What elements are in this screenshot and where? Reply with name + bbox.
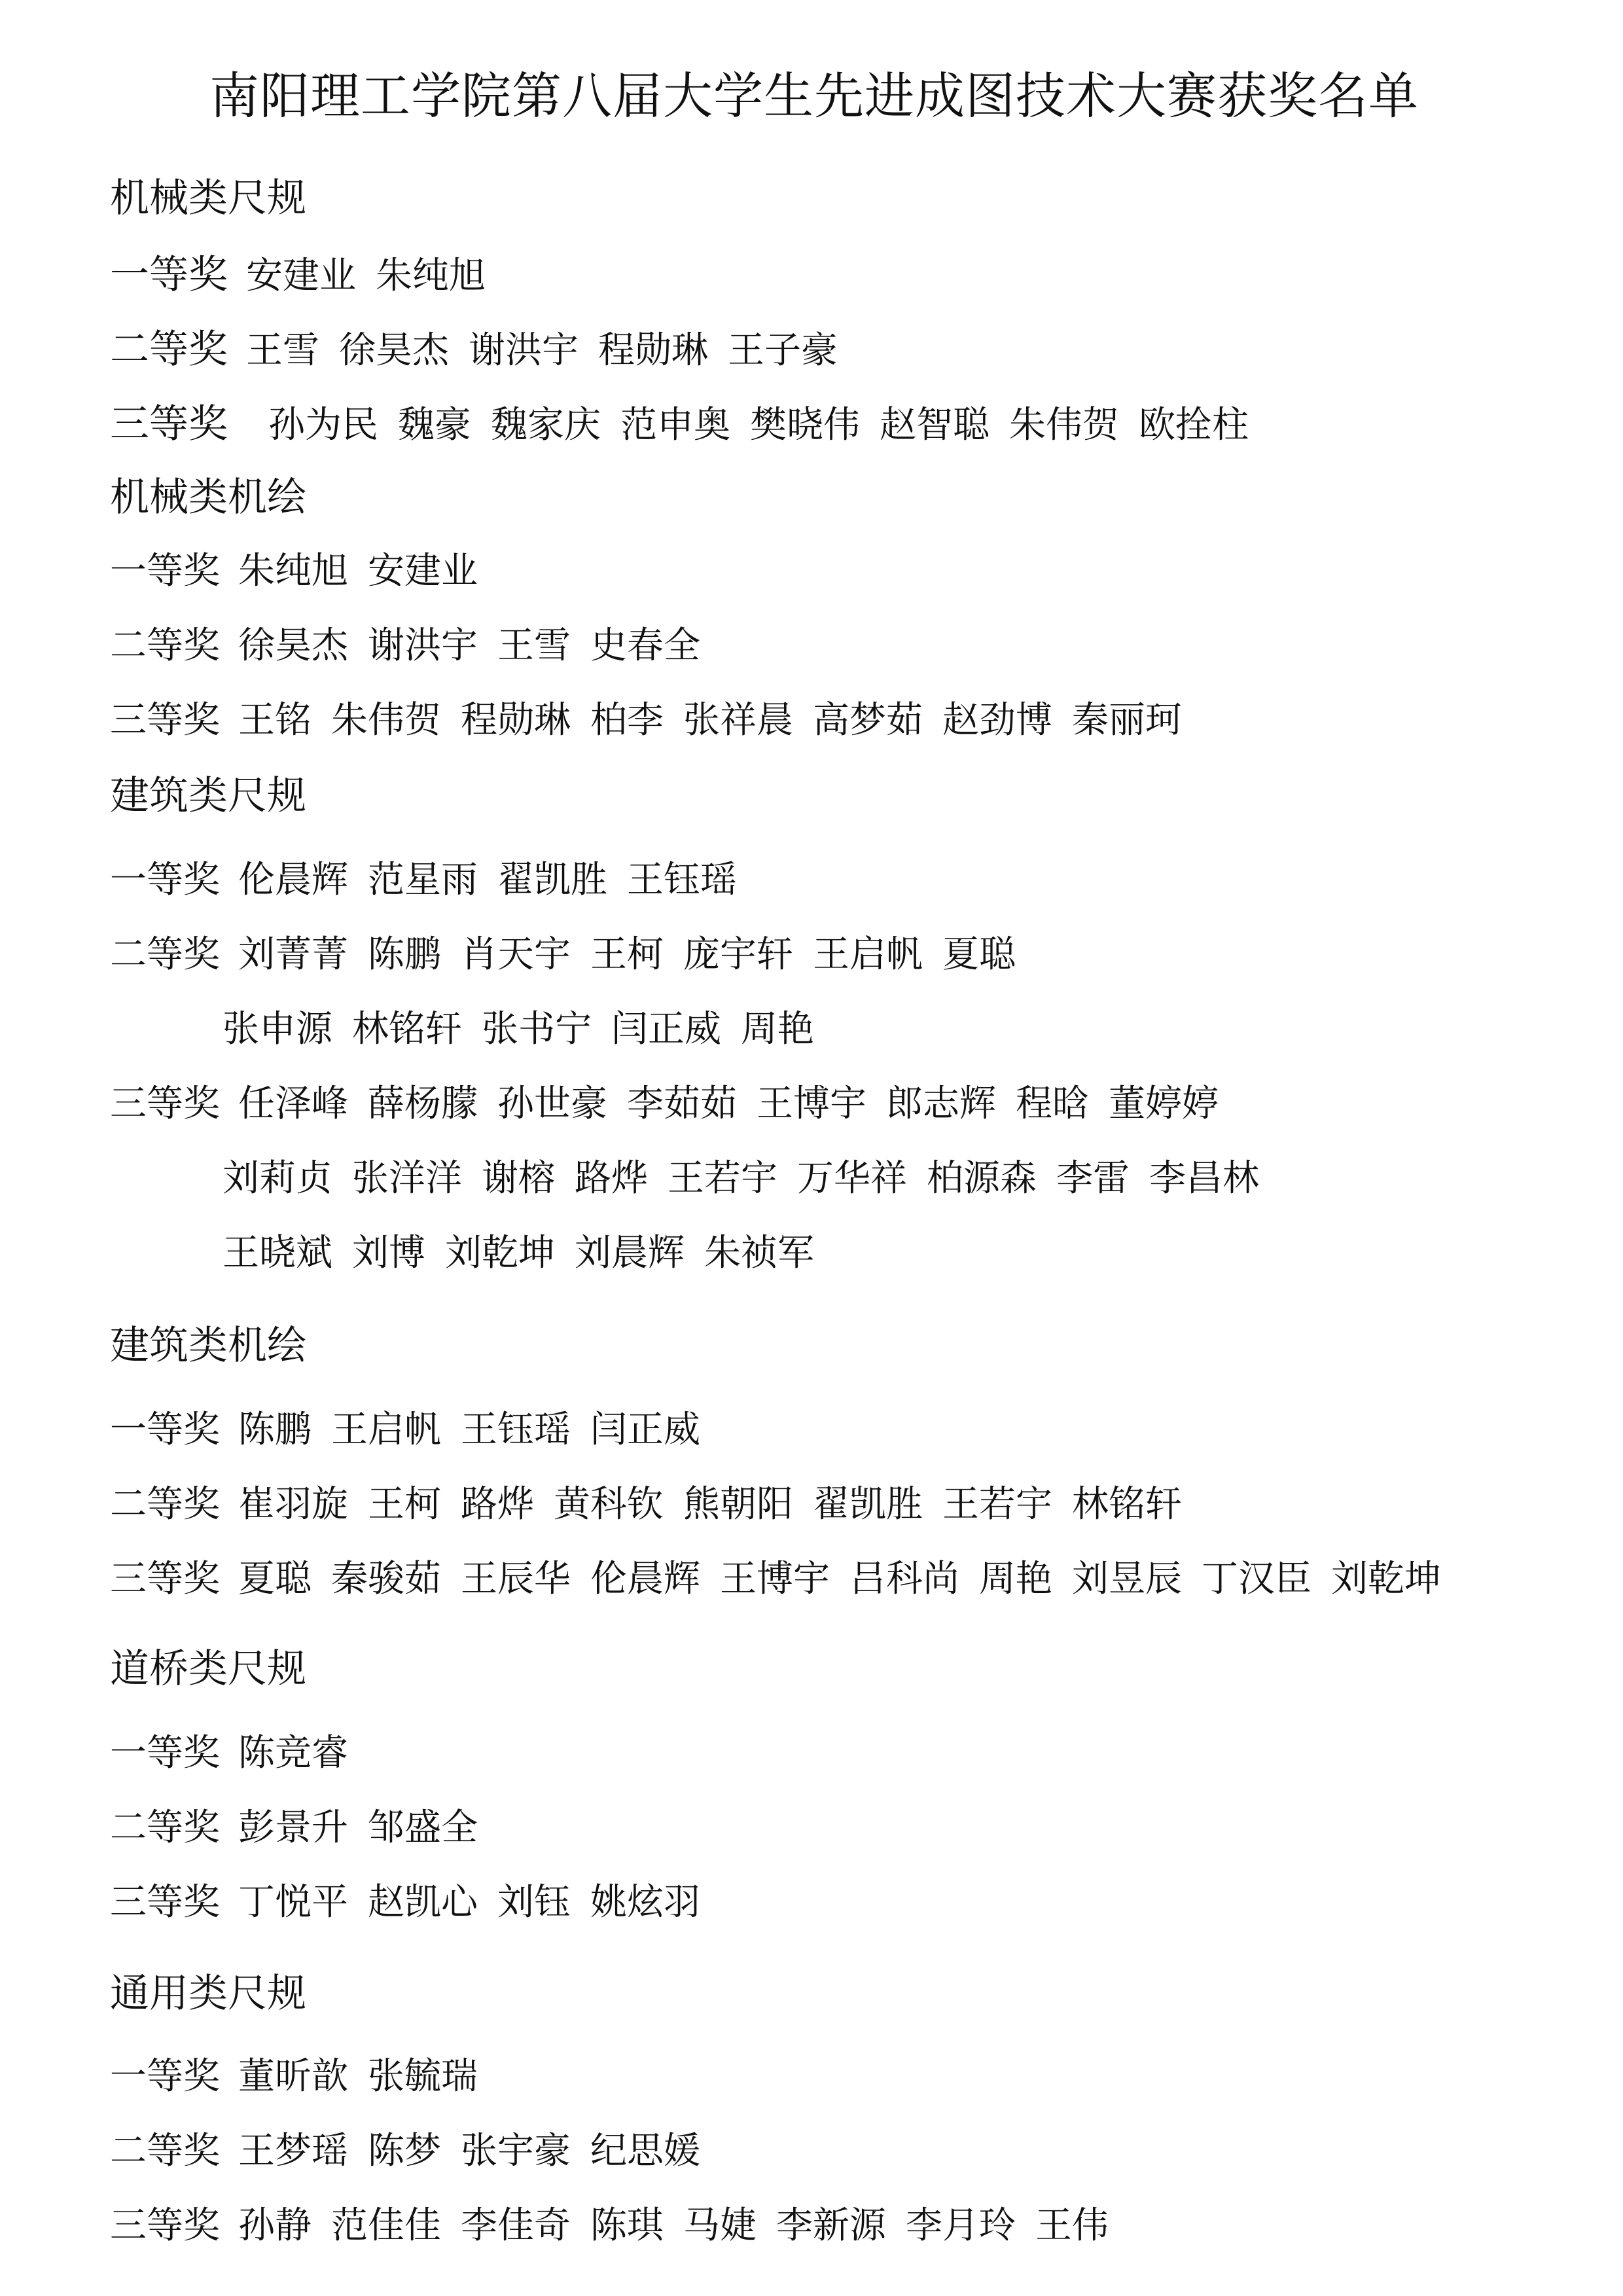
- winner-name: 赵劲博: [942, 699, 1052, 742]
- winner-name: 张洋洋: [352, 1157, 462, 1200]
- winner-name: 夏聪: [238, 1558, 312, 1600]
- winner-name: 樊晓伟: [750, 404, 860, 446]
- winner-name: 陈竞睿: [238, 1732, 348, 1774]
- winner-names: [223, 1232, 834, 1274]
- winner-names: [238, 1732, 368, 1774]
- winner-name: 王启帆: [331, 1408, 441, 1451]
- winner-name: 李月玲: [906, 2204, 1016, 2247]
- winner-name: 王梦瑶: [238, 2130, 348, 2172]
- winner-name: 魏家庆: [491, 404, 601, 446]
- winner-names: [223, 1008, 834, 1050]
- section-heading: 道桥类尺规: [110, 1646, 306, 1692]
- winner-name: 秦丽珂: [1072, 699, 1182, 742]
- award-level-label: 三等奖: [110, 401, 228, 447]
- award-row: [110, 243, 505, 300]
- winner-name: 刘博: [352, 1232, 425, 1274]
- award-level-label: 二等奖: [110, 624, 220, 667]
- award-row: [110, 393, 1268, 449]
- winner-name: 刘昱辰: [1072, 1558, 1182, 1600]
- winner-name: 肖天宇: [461, 933, 571, 976]
- winner-name: 范佳佳: [331, 2204, 441, 2247]
- winner-name: 程勋琳: [461, 699, 571, 742]
- winner-name: 张毓瑞: [368, 2055, 478, 2098]
- award-level-label: 二等奖: [110, 1483, 220, 1526]
- winner-name: 谢洪宇: [469, 329, 579, 372]
- award-row-continuation: [223, 1000, 834, 1052]
- winner-name: 周艳: [741, 1008, 814, 1050]
- winner-name: 孙为民: [268, 404, 378, 446]
- winner-name: 王子豪: [728, 329, 838, 372]
- winner-name: 朱祯军: [704, 1232, 814, 1274]
- winner-name: 欧拴柱: [1139, 404, 1249, 446]
- winner-name: 熊朝阳: [683, 1483, 793, 1526]
- award-level-label: 三等奖: [110, 2204, 220, 2247]
- winner-name: 赵凯心: [368, 1881, 478, 1924]
- award-row: [110, 1401, 720, 1453]
- winner-name: 庞宇轩: [683, 933, 793, 976]
- winner-names: [238, 859, 757, 901]
- winner-name: 刘乾坤: [1331, 1558, 1441, 1600]
- winner-name: 朱伟贺: [331, 699, 441, 742]
- winner-name: 陈梦: [368, 2130, 441, 2172]
- winner-names: [238, 550, 497, 592]
- winner-name: 刘乾坤: [445, 1232, 555, 1274]
- winner-name: 徐昊杰: [238, 624, 348, 667]
- winner-name: 刘钰: [497, 1881, 571, 1924]
- winner-name: 薛杨朦: [368, 1083, 478, 1125]
- section-heading: 建筑类尺规: [110, 773, 306, 819]
- winner-name: 王钰瑶: [461, 1408, 571, 1451]
- winner-name: 孙世豪: [497, 1083, 607, 1125]
- winner-name: 陈鹏: [368, 933, 441, 976]
- award-row: [110, 1550, 1461, 1602]
- winner-name: 范申奥: [620, 404, 730, 446]
- winner-name: 李新源: [776, 2204, 886, 2247]
- winner-name: 王柯: [368, 1483, 441, 1526]
- winner-name: 王钰瑶: [627, 859, 737, 901]
- award-row: [110, 1873, 720, 1926]
- winner-name: 黄科钦: [554, 1483, 664, 1526]
- award-level-label: 三等奖: [110, 1083, 220, 1125]
- award-row: [110, 691, 1202, 744]
- winner-names: [238, 2130, 720, 2172]
- award-level-label: 二等奖: [110, 327, 228, 372]
- winner-name: 张宇豪: [461, 2130, 571, 2172]
- winner-name: 徐昊杰: [339, 329, 449, 372]
- winner-name: 朱伟贺: [1009, 404, 1119, 446]
- winner-name: 王柯: [590, 933, 664, 976]
- winner-name: 王若宇: [668, 1157, 777, 1200]
- winner-name: 伦晨辉: [590, 1558, 700, 1600]
- winner-name: 陈鹏: [238, 1408, 312, 1451]
- winner-name: 刘晨辉: [575, 1232, 685, 1274]
- winner-name: 王若宇: [942, 1483, 1052, 1526]
- award-row: [110, 1075, 1238, 1127]
- winner-name: 秦骏茹: [331, 1558, 441, 1600]
- winner-name: 史春全: [590, 624, 700, 667]
- winner-names: [238, 1083, 1238, 1125]
- winner-name: 刘菁菁: [238, 933, 348, 976]
- award-row-continuation: [223, 1149, 1279, 1202]
- winner-name: 马婕: [683, 2204, 757, 2247]
- winner-name: 万华祥: [797, 1157, 907, 1200]
- award-level-label: 二等奖: [110, 1806, 220, 1849]
- winner-name: 安建业: [246, 255, 356, 297]
- winner-name: 郎志辉: [886, 1083, 996, 1125]
- winner-names: [246, 255, 505, 297]
- document-title: 南阳理工学院第八届大学生先进成图技术大赛获奖名单: [209, 67, 1419, 125]
- award-row: [110, 2122, 720, 2174]
- winner-name: 张书宁: [482, 1008, 592, 1050]
- winner-names: [238, 1558, 1461, 1600]
- winner-name: 孙静: [238, 2204, 312, 2247]
- winner-names: [238, 2204, 1128, 2247]
- winner-name: 伦晨辉: [238, 859, 348, 901]
- winner-names: [238, 1483, 1202, 1526]
- section-heading: 建筑类机绘: [110, 1323, 306, 1369]
- section-heading: 通用类尺规: [110, 1971, 306, 2017]
- winner-name: 王博宇: [757, 1083, 866, 1125]
- award-row: [110, 925, 1035, 978]
- award-row: [110, 1724, 368, 1776]
- award-level-label: 三等奖: [110, 699, 220, 742]
- winner-name: 魏豪: [398, 404, 471, 446]
- award-row: [110, 1799, 497, 1851]
- award-row-continuation: [223, 1224, 834, 1276]
- winner-name: 朱纯旭: [376, 255, 486, 297]
- winner-name: 林铭轩: [352, 1008, 462, 1050]
- section-heading: 机械类机绘: [110, 475, 306, 520]
- award-level-label: 一等奖: [110, 1408, 220, 1451]
- winner-name: 李昌林: [1149, 1157, 1259, 1200]
- winner-names: [238, 933, 1035, 976]
- award-row: [110, 851, 757, 903]
- winner-name: 安建业: [368, 550, 478, 592]
- winner-names: [223, 1157, 1279, 1200]
- award-level-label: 一等奖: [110, 252, 228, 298]
- winner-names: [238, 624, 720, 667]
- winner-name: 王辰华: [461, 1558, 571, 1600]
- winner-name: 任泽峰: [238, 1083, 348, 1125]
- winner-name: 谢洪宇: [368, 624, 478, 667]
- winner-name: 张祥晨: [683, 699, 793, 742]
- winner-name: 董婷婷: [1109, 1083, 1219, 1125]
- winner-name: 赵智聪: [880, 404, 990, 446]
- winner-name: 范星雨: [368, 859, 478, 901]
- award-level-label: 一等奖: [110, 550, 220, 592]
- award-row: [110, 1475, 1202, 1528]
- winner-names: [238, 699, 1202, 742]
- winner-name: 王启帆: [813, 933, 923, 976]
- winner-name: 王雪: [497, 624, 571, 667]
- award-row: [110, 318, 857, 374]
- award-level-label: 一等奖: [110, 1732, 220, 1774]
- winner-name: 王雪: [246, 329, 319, 372]
- winner-name: 林铭轩: [1072, 1483, 1182, 1526]
- winner-name: 柏李: [590, 699, 664, 742]
- winner-name: 刘莉贞: [223, 1157, 332, 1200]
- award-level-label: 二等奖: [110, 933, 220, 976]
- winner-name: 程勋琳: [598, 329, 708, 372]
- winner-name: 邹盛全: [368, 1806, 478, 1849]
- winner-name: 丁悦平: [238, 1881, 348, 1924]
- winner-name: 李茹茹: [627, 1083, 737, 1125]
- winner-name: 丁汉臣: [1202, 1558, 1311, 1600]
- winner-name: 王博宇: [720, 1558, 830, 1600]
- winner-names: [238, 2055, 497, 2098]
- winner-name: 李佳奇: [461, 2204, 571, 2247]
- winner-name: 李雷: [1056, 1157, 1130, 1200]
- winner-names: [268, 404, 1268, 446]
- winner-name: 闫正威: [590, 1408, 700, 1451]
- winner-name: 吕科尚: [849, 1558, 959, 1600]
- award-level-label: 三等奖: [110, 1558, 220, 1600]
- winner-name: 夏聪: [942, 933, 1016, 976]
- winner-name: 周艳: [979, 1558, 1052, 1600]
- winner-name: 张申源: [223, 1008, 332, 1050]
- winner-names: [238, 1806, 497, 1849]
- section-heading: 机械类尺规: [110, 175, 306, 221]
- winner-names: [238, 1881, 720, 1924]
- winner-name: 闫正威: [611, 1008, 721, 1050]
- winner-name: 柏源森: [927, 1157, 1037, 1200]
- award-level-label: 三等奖: [110, 1881, 220, 1924]
- winner-name: 翟凯胜: [497, 859, 607, 901]
- award-row: [110, 542, 497, 594]
- winner-name: 路烨: [575, 1157, 648, 1200]
- winner-name: 程晗: [1016, 1083, 1089, 1125]
- winner-names: [238, 1408, 720, 1451]
- winner-name: 高梦茹: [813, 699, 923, 742]
- award-level-label: 一等奖: [110, 859, 220, 901]
- winner-name: 董昕歆: [238, 2055, 348, 2098]
- award-level-label: 二等奖: [110, 2130, 220, 2172]
- winner-name: 崔羽旋: [238, 1483, 348, 1526]
- winner-name: 朱纯旭: [238, 550, 348, 592]
- winner-name: 陈琪: [590, 2204, 664, 2247]
- winner-name: 王晓斌: [223, 1232, 332, 1274]
- award-level-label: 一等奖: [110, 2055, 220, 2098]
- winner-name: 王伟: [1035, 2204, 1109, 2247]
- winner-name: 纪思媛: [590, 2130, 700, 2172]
- winner-names: [246, 329, 857, 372]
- winner-name: 姚炫羽: [590, 1881, 700, 1924]
- winner-name: 王铭: [238, 699, 312, 742]
- winner-name: 翟凯胜: [813, 1483, 923, 1526]
- award-row: [110, 617, 720, 669]
- award-row: [110, 2197, 1128, 2249]
- award-row: [110, 2047, 497, 2100]
- winner-name: 路烨: [461, 1483, 534, 1526]
- winner-name: 谢榕: [482, 1157, 555, 1200]
- winner-name: 彭景升: [238, 1806, 348, 1849]
